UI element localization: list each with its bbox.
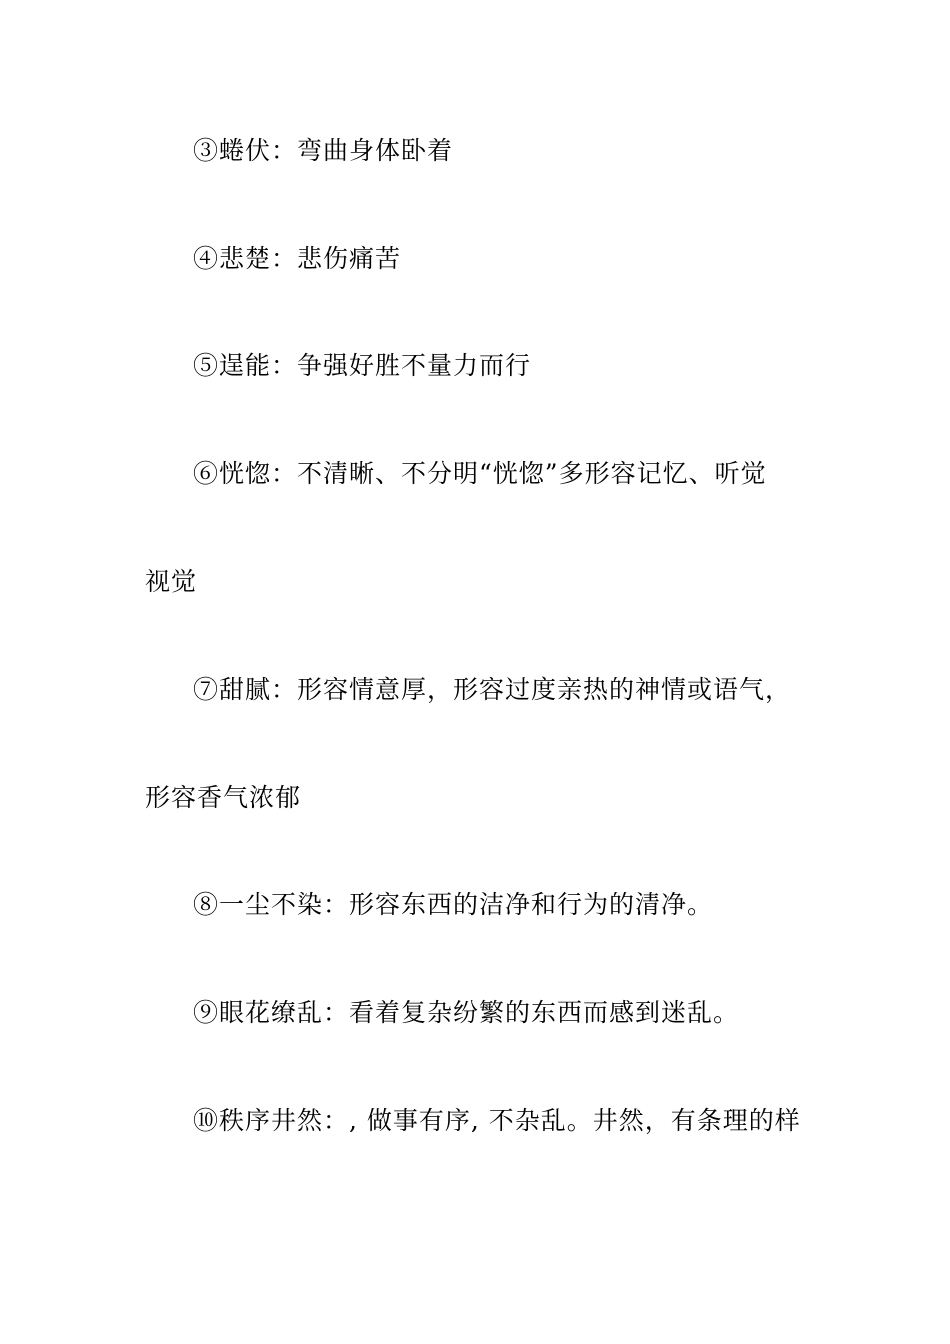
definition-line-4: ④悲楚：悲伤痛苦 xyxy=(193,244,402,273)
definition-line-9: ⑨眼花缭乱：看着复杂纷繁的东西而感到迷乱。 xyxy=(193,998,740,1027)
definition-line-7-continued: 形容香气浓郁 xyxy=(145,783,302,812)
definition-line-8: ⑧一尘不染：形容东西的洁净和行为的清净。 xyxy=(193,890,714,919)
definition-line-7: ⑦甜腻：形容情意厚，形容过度亲热的神情或语气， xyxy=(193,675,792,704)
definition-line-5: ⑤逞能：争强好胜不量力而行 xyxy=(193,351,532,380)
definition-line-3: ③蜷伏：弯曲身体卧着 xyxy=(193,136,454,165)
definition-line-10: ⑩秩序井然：, 做事有序, 不杂乱。井然，有条理的样 xyxy=(193,1106,801,1135)
definition-line-6: ⑥恍惚：不清晰、不分明“恍惚”多形容记忆、听觉 xyxy=(193,459,767,488)
definition-line-6-continued: 视觉 xyxy=(145,567,198,596)
